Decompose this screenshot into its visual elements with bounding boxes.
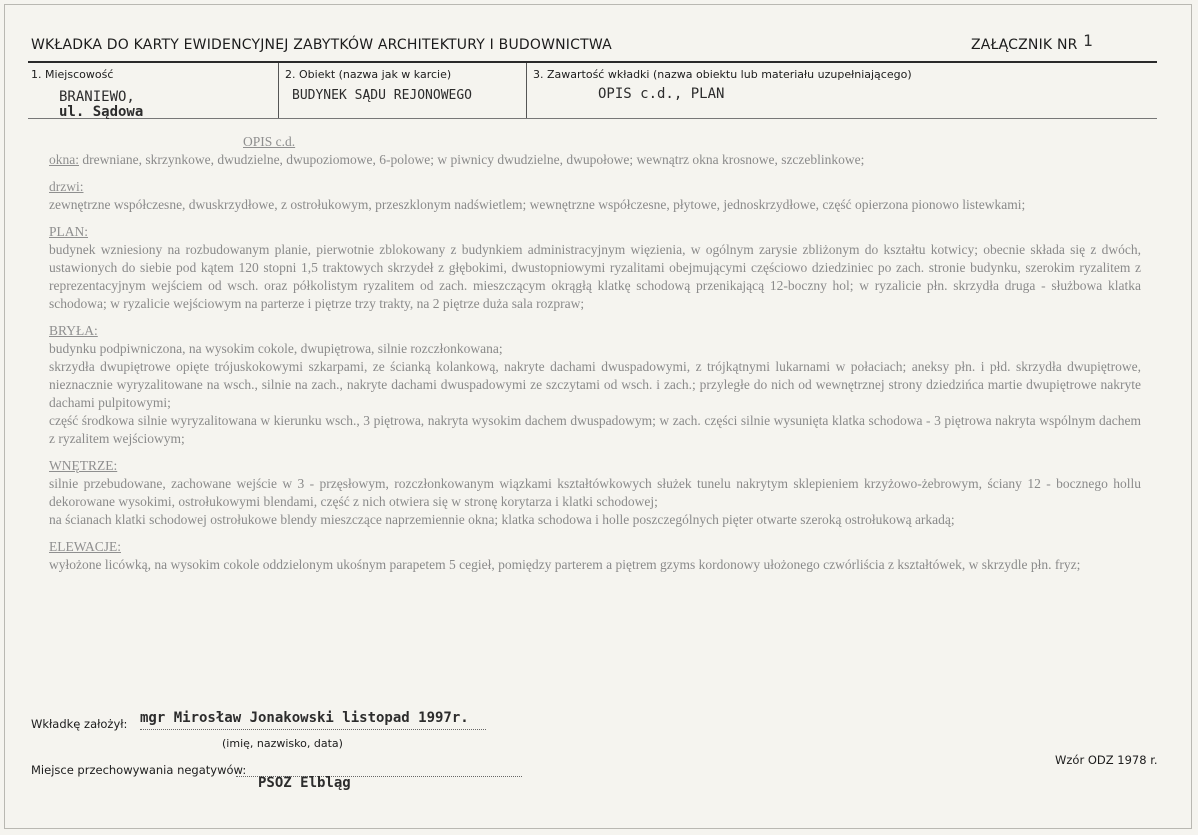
- storage-label: Miejsce przechowywania negatywów:: [31, 763, 247, 777]
- field-3-label: 3. Zawartość wkładki (nazwa obiektu lub materiału uzupełniającego): [533, 68, 912, 81]
- annex-number: 1: [1083, 31, 1093, 50]
- okna-label: okna:: [49, 152, 79, 167]
- compiler-label: Wkładkę założył:: [31, 717, 128, 731]
- template-note: Wzór ODZ 1978 r.: [1055, 753, 1158, 767]
- compiler-value: mgr Mirosław Jonakowski listopad 1997r.: [140, 710, 469, 726]
- opis-heading: OPIS c.d.: [243, 134, 296, 149]
- okna-text: drewniane, skrzynkowe, dwudzielne, dwupoziomowe, 6-polowe; w piwnicy dwudzielne, dwupołowe; wewnątrz okna krosnowe, szczeblinkowe;: [79, 152, 865, 167]
- form-title: WKŁADKA DO KARTY EWIDENCYJNEJ ZABYTKÓW ARCHITEKTURY I BUDOWNICTWA: [31, 37, 612, 53]
- field-3-value: OPIS c.d., PLAN: [598, 86, 725, 102]
- okna-paragraph: [49, 151, 1141, 169]
- bryla-label: BRYŁA:: [49, 323, 98, 338]
- wnetrze-paragraph-2: na ścianach klatki schodowej ostrołukowe blendy mieszczące naprzemiennie okna; klatka schodowa i holle poszczególnych pięter otwarte szeroką ostrołukową arkadą;: [49, 512, 955, 527]
- wnetrze-paragraph-1: silnie przebudowane, zachowane wejście w 3 - przęsłowym, rozczłonkowanym wiązkami kształtówkowych służek tunelu nakrytym sklepieniem krzyżowo-żebrowym, ściany 12 - bocznego hollu dekorowane wysokimi, ostrołukowymi blendami, część z nich otwiera się w stronę korytarza i klatki schodowej;: [49, 476, 1141, 509]
- field-1-label: 1. Miejscowość: [31, 68, 114, 81]
- field-1-value-line2: ul. Sądowa: [59, 104, 144, 120]
- drzwi-label: drzwi:: [49, 179, 84, 194]
- storage-value: PSOZ Elbląg: [258, 775, 351, 791]
- wnetrze-label: WNĘTRZE:: [49, 458, 118, 473]
- field-2-value: BUDYNEK SĄDU REJONOWEGO: [292, 88, 473, 103]
- compiler-dotted-line: [140, 729, 486, 730]
- compiler-subcaption: (imię, nazwisko, data): [222, 737, 343, 750]
- field-divider-1: [278, 63, 279, 118]
- plan-text: budynek wzniesiony na rozbudowanym planie, pierwotnie zblokowany z budynkiem administracyjnym więzienia, w ogólnym zarysie zbliżonym do kształtu kotwicy; obecnie składa się z dwóch, ustawionych do siebie pod kątem 120 stopni 1,5 traktowych skrzydeł z głębokimi, dwustopniowymi ryzalitami obejmującymi częściowo dziedziniec po zach. stronie budynku, szerokim ryzalitem z reprezentacyjnym wejściem od wsch. oraz półkolistym ryzalitem od zach. mieszczącym okrągłą klatkę schodową przenikającą 12-boczny hol; w ryzalicie płn. skrzydła druga - służbowa klatka schodowa; w ryzalicie wejściowym na parterze i piętrze trzy trakty, na 2 piętrze duża sala rozpraw;: [49, 242, 1141, 311]
- fields-bottom-rule: [28, 118, 1157, 119]
- plan-label: PLAN:: [49, 224, 89, 239]
- bryla-paragraph-2: skrzydła dwupiętrowe opięte trójuskokowymi szkarpami, ze ścianką kolankową, nakryte dachami dwuspadowymi, z trójkątnymi lukarnami w połaciach; aneksy płn. i płd. skrzydła dwupiętrowe, nieznacznie wyryzalitowane na wsch., silnie na zach., nakryte dachami dwuspadowymi ze szczytami od wsch. i zach.; przyległe do nich od wewnętrznej strony dziedzińca martie dwupiętrowe nakryte dachami pulpitowymi;: [49, 359, 1141, 410]
- field-divider-2: [526, 63, 527, 118]
- header-rule: [28, 61, 1157, 63]
- field-2-label: 2. Obiekt (nazwa jak w karcie): [285, 68, 452, 81]
- bryla-paragraph-3: część środkowa silnie wyryzalitowana w kierunku wsch., 3 piętrowa, nakryta wysokim dachem dwuspadowym; w zach. części silnie wysunięta klatka schodowa - 3 piętrowa nakryta wspólnym dachem z ryzalitem wejściowym;: [49, 413, 1141, 446]
- field-1-value-line1: BRANIEWO,: [59, 89, 135, 105]
- elewacje-text: wyłożone licówką, na wysokim cokole oddzielonym ukośnym parapetem 5 cegieł, pomiędzy parterem a piętrem gzyms kordonowy ułożonego czwórliścia z kształtówek, w skrzydle płn. fryz;: [49, 557, 1081, 572]
- elewacje-label: ELEWACJE:: [49, 539, 121, 554]
- drzwi-text: zewnętrzne współczesne, dwuskrzydłowe, z ostrołukowym, przeszklonym nadświetlem; wewnętrzne współczesne, płytowe, jednoskrzydłowe, część opierzona pionowo listewkami;: [49, 197, 1026, 212]
- bryla-paragraph-1: budynku podpiwniczona, na wysokim cokole, dwupiętrowa, silnie rozczłonkowana;: [49, 341, 503, 356]
- description-body: [49, 133, 1141, 574]
- annex-label: ZAŁĄCZNIK NR: [971, 37, 1078, 53]
